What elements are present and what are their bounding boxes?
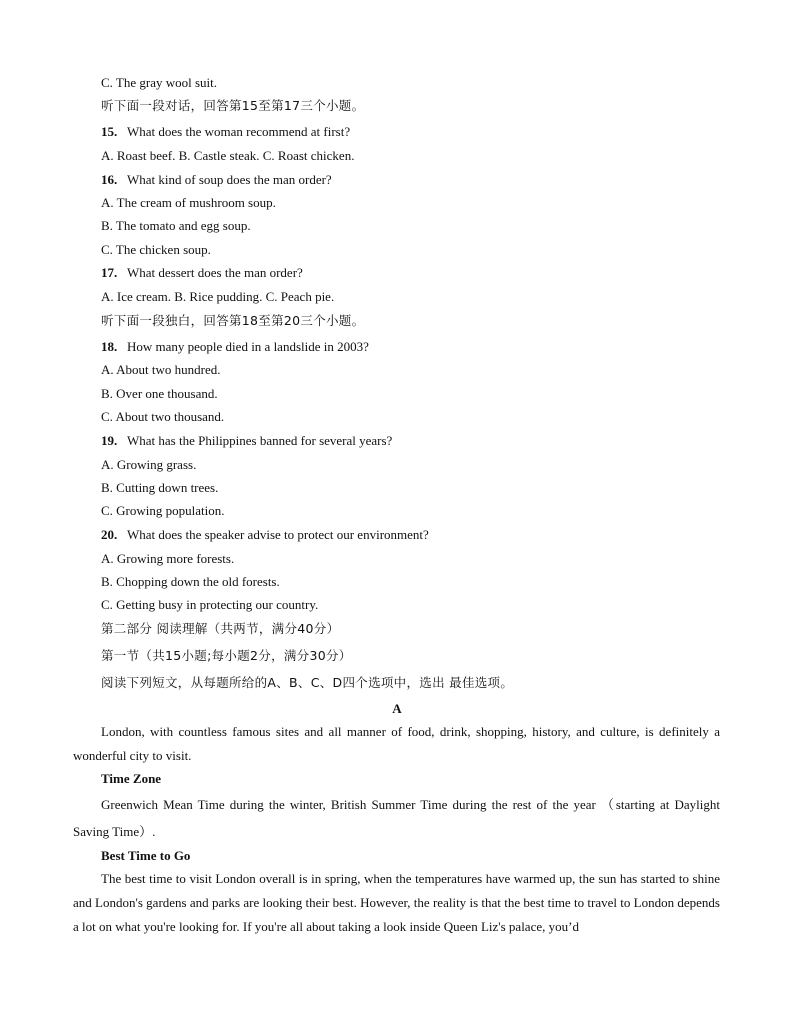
question-number: 18. xyxy=(101,339,118,354)
q20-option-c: C. Getting busy in protecting our country. xyxy=(101,597,319,612)
passage-intro: London, with countless famous sites and all manner of food, drink, shopping, history, and culture, is definitely a wonderful city to visit. xyxy=(73,724,720,763)
time-zone-heading: Time Zone xyxy=(101,771,162,786)
q19-option-a: A. Growing grass. xyxy=(101,457,197,472)
question-18 xyxy=(101,339,369,355)
question-text: What does the speaker advise to protect our environment? xyxy=(127,527,429,542)
q16-option-a: A. The cream of mushroom soup. xyxy=(101,195,276,210)
q16-option-b: B. The tomato and egg soup. xyxy=(101,218,251,233)
question-number: 20. xyxy=(101,527,118,542)
q20-option-a: A. Growing more forests. xyxy=(101,551,235,566)
question-number: 17. xyxy=(101,265,118,280)
question-19 xyxy=(101,433,392,449)
q18-option-b: B. Over one thousand. xyxy=(101,386,218,401)
question-15 xyxy=(101,124,350,140)
q18-option-a: A. About two hundred. xyxy=(101,362,221,377)
question-20 xyxy=(101,527,429,543)
q19-option-c: C. Growing population. xyxy=(101,503,225,518)
q20-option-b: B. Chopping down the old forests. xyxy=(101,574,280,589)
section1-title: 第一节（共15小题;每小题2分，满分30分） xyxy=(101,648,352,663)
passage-label: A xyxy=(392,701,402,716)
instruction-15-17: 听下面一段对话，回答第15至第17三个小题。 xyxy=(101,98,365,113)
question-16 xyxy=(101,172,332,188)
question-text: What kind of soup does the man order? xyxy=(127,172,332,187)
question-text: What does the woman recommend at first? xyxy=(127,124,351,139)
question-text: How many people died in a landslide in 2003? xyxy=(127,339,369,354)
q15-options: A. Roast beef. B. Castle steak. C. Roast chicken. xyxy=(101,148,355,163)
question-text: What dessert does the man order? xyxy=(127,265,303,280)
best-time-heading: Best Time to Go xyxy=(101,848,191,863)
instruction-18-20: 听下面一段独白，回答第18至第20三个小题。 xyxy=(101,313,365,328)
question-number: 16. xyxy=(101,172,118,187)
q19-option-b: B. Cutting down trees. xyxy=(101,480,219,495)
question-number: 19. xyxy=(101,433,118,448)
question-text: What has the Philippines banned for several years? xyxy=(127,433,393,448)
question-17 xyxy=(101,265,303,281)
q17-options: A. Ice cream. B. Rice pudding. C. Peach pie. xyxy=(101,289,335,304)
q18-option-c: C. About two thousand. xyxy=(101,409,225,424)
best-time-text: The best time to visit London overall is in spring, when the temperatures have warmed up, the sun has started to shine and London's gardens and parks are looking their best. However, the reality is that the best time to travel to London depends a lot on what you're looking for. If you're all about taking a look inside Queen Liz's palace, you’d xyxy=(73,871,720,934)
question-number: 15. xyxy=(101,124,118,139)
part2-title: 第二部分 阅读理解（共两节，满分40分） xyxy=(101,621,340,636)
time-zone-text: Greenwich Mean Time during the winter, British Summer Time during the rest of the year （starting at Daylight Saving Time）. xyxy=(73,797,720,839)
q16-option-c: C. The chicken soup. xyxy=(101,242,211,257)
q14-option-c: C. The gray wool suit. xyxy=(101,75,218,90)
reading-instructions: 阅读下列短文，从每题所给的A、B、C、D四个选项中，选出 最佳选项。 xyxy=(101,675,514,690)
